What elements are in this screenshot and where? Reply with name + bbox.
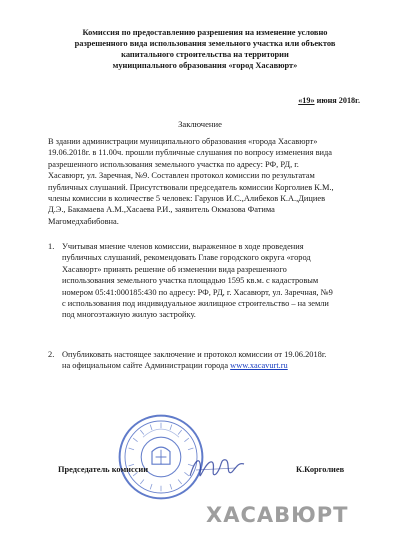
list-item-number: 2.	[48, 350, 55, 359]
list-item-number: 1.	[48, 242, 55, 251]
signature-row	[0, 465, 400, 479]
document-title: Заключение	[178, 119, 222, 129]
date-rest: июня 2018г.	[314, 96, 360, 105]
watermark-text: ХАСАВЮРТ	[206, 503, 349, 527]
list-item-line: Опубликовать настоящее заключение и протокол комиссии от 19.06.2018г.	[62, 350, 327, 359]
list-item-line	[62, 360, 326, 371]
intro-line: публичных слушаний. Присутствовали председатель комиссии Корголиев К.М.,	[48, 182, 334, 192]
intro-line: разрешенного использования земельного участка по адресу: РФ, РД, г.	[48, 159, 299, 169]
chairman-role: Председатель комиссии	[58, 465, 149, 474]
document-date	[298, 96, 360, 105]
document-header	[60, 27, 350, 71]
intro-line: В здании администрации муниципального образования «города Хасавюрт»	[48, 137, 318, 146]
header-line-4: муниципального образования «город Хасавюрт»	[112, 61, 298, 70]
list-item-line: публичных слушаний, рекомендовать Главе городского округа «город	[62, 253, 311, 263]
intro-line: 19.06.2018г. в 11.00ч. прошли публичные слушания по вопросу изменения вида	[48, 148, 332, 158]
list-item-line: под многоэтажную жилую застройку.	[62, 310, 196, 320]
header-line-3: капитального строительства на территории	[121, 50, 289, 59]
list-item-line: номером 05:41:000185:430 по адресу: РФ, РД, г. Хасавюрт, ул. Заречная, №9	[62, 287, 333, 297]
list-item-line: Хасавюрт» принять решение об изменении вида разрешенного	[62, 264, 287, 274]
website-link[interactable]: www.xacavurt.ru	[230, 361, 288, 371]
intro-line: Хасавюрт, ул. Заречная, №9. Составлен протокол комиссии по результатам	[48, 171, 315, 181]
intro-paragraph	[48, 136, 363, 227]
chairman-name: К.Корголиев	[296, 465, 345, 474]
header-line-1: Комиссия по предоставлению разрешения на изменение условно	[82, 28, 328, 37]
list-item-line: использования земельного участка площадью 1595 кв.м. с кадастровым	[62, 276, 319, 286]
list-item-line: Учитывая мнение членов комиссии, выраженное в ходе проведения	[62, 242, 304, 251]
list-item-text: на официальном сайте Администрации города	[62, 361, 231, 371]
intro-line: члены комиссии в количестве 5 человек: Гарунов И.С.,Алибеков К.А.,Дициев	[48, 194, 326, 204]
list-item-line: с использования под индивидуальное жилищное строительство – на земли	[62, 299, 329, 309]
intro-line: Д.Э., Бакамаева А.М.,Хасаева Р.И., заявитель Окмазова Фатима	[48, 205, 275, 215]
header-line-2: разрешенного вида использования земельного участка или объектов	[74, 39, 336, 48]
date-day: «19»	[298, 96, 315, 105]
intro-line: Магомедхабибовна.	[48, 216, 119, 226]
